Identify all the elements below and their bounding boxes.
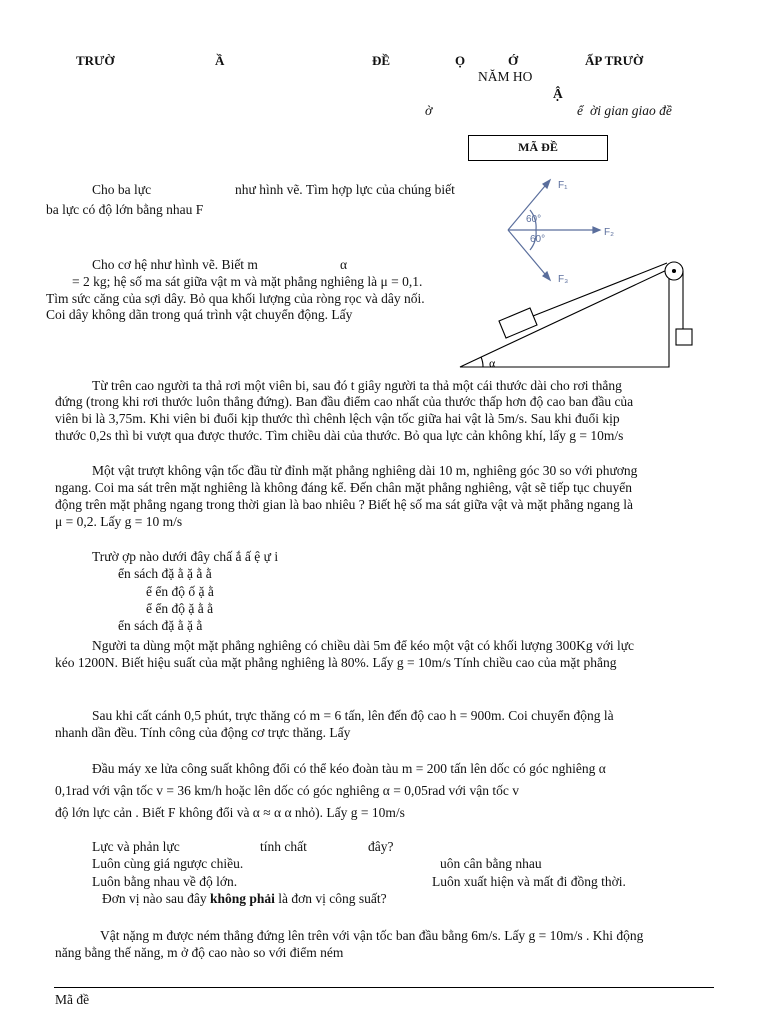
angle-label-1: 60°	[526, 214, 542, 225]
q10-emphasis: không phải	[210, 891, 275, 906]
q1-line1b: như hình vẽ. Tìm hợp lực của chúng biết	[235, 182, 455, 197]
q5-option-a: ển sách đặ ằ ặ ằ ằ	[118, 566, 212, 581]
q3-line1: Từ trên cao người ta thả rơi một viên bi, sau đó t giây người ta thả một cái thước dài cho rơi thẳng	[92, 378, 622, 393]
q10-pre: Đơn vị nào sau đây	[102, 891, 207, 906]
f1-label: F₁	[558, 180, 568, 191]
q11-line2: năng bằng thế năng, m ở độ cao nào so với điểm ném	[55, 945, 344, 960]
q10-stem	[102, 891, 387, 907]
footer-exam-code: Mã đề	[55, 992, 90, 1007]
hanging-mass	[676, 329, 692, 345]
q11-line1: Vật nặng m được ném thẳng đứng lên trên với vận tốc ban đầu bằng 6m/s. Lấy g = 10m/s . Khi động	[100, 928, 644, 943]
q4-line3: động trên mặt phẳng ngang trong thời gian là bao nhiêu ? Biết hệ số ma sát giữa vật và mặt phẳng ngang là	[55, 497, 633, 512]
q5-option-c: ể ển độ ặ ằ ằ	[146, 601, 214, 616]
q9-option-d: Luôn xuất hiện và mất đi đồng thời.	[432, 874, 626, 889]
exam-title-part1: ĐỀ	[372, 53, 391, 68]
q10-post: là đơn vị công suất?	[278, 891, 387, 906]
rope-incline	[533, 263, 667, 316]
q2-line1b: α	[340, 257, 348, 272]
q2-line3: Tìm sức căng của sợi dây. Bỏ qua khối lượng của ròng rọc và dây nối.	[46, 291, 425, 306]
school-year: NĂM HO	[478, 69, 533, 84]
q9-option-b: uôn cân bằng nhau	[440, 856, 542, 871]
angle-label-2: 60°	[530, 234, 546, 245]
time-note-part2: ể	[577, 103, 583, 118]
time-note: ời gian giao đề	[590, 103, 672, 118]
f3-label: F₃	[558, 274, 569, 285]
q7-line1: Sau khi cất cánh 0,5 phút, trực thăng có m = 6 tấn, lên đến độ cao h = 900m. Coi chuyển động là	[92, 708, 614, 723]
q6-line2: kéo 1200N. Biết hiệu suất của mặt phẳng nghiêng là 80%. Lấy g = 10m/s Tính chiều cao của mặt phẳng	[55, 655, 617, 670]
q9-stem-c: đây?	[368, 839, 394, 854]
q4-line4: μ = 0,2. Lấy g = 10 m/s	[55, 514, 183, 529]
q5-stem: Trườ ợp nào dưới đây chấ ắ ấ ệ ự i	[92, 549, 279, 564]
q5-option-b: ể ển độ ố ặ ằ	[146, 584, 214, 599]
q9-option-a: Luôn cùng giá ngược chiều.	[92, 856, 244, 871]
school-name: TRƯỜ	[76, 53, 115, 68]
q2-line2: = 2 kg; hệ số ma sát giữa vật m và mặt phẳng nghiêng là μ = 0,1.	[72, 274, 423, 289]
q7-line2: nhanh dần đều. Tính công của động cơ trực thăng. Lấy	[55, 725, 351, 740]
q8-line2: 0,1rad với vận tốc v = 36 km/h hoặc lên dốc có góc nghiêng α = 0,05rad với vận tốc v	[55, 783, 519, 798]
time-note-part1: ờ	[425, 103, 433, 118]
q2-line4: Coi dây không dãn trong quá trình vật chuyển động. Lấy	[46, 307, 353, 322]
q9-option-c: Luôn bằng nhau về độ lớn.	[92, 874, 238, 889]
q4-line2: ngang. Coi ma sát trên mặt nghiêng là không đáng kể. Đến chân mặt phẳng nghiêng, vật sẽ tiếp tục chuyển	[55, 480, 632, 495]
exam-title-part3: Ớ	[508, 53, 519, 68]
q1-line2: ba lực có độ lớn bằng nhau F	[46, 202, 204, 217]
q1-line1a: Cho ba lực	[92, 182, 152, 197]
q3-line3: viên bi là 3,75m. Khi viên bi đuổi kịp thước thì chênh lệch vận tốc giữa hai vật là 5m/s. Sau khi đuổi kịp	[55, 411, 620, 426]
footer-divider	[54, 987, 714, 988]
q9-stem-b: tính chất	[260, 839, 307, 854]
f2-label: F₂	[604, 227, 614, 238]
q6-line1: Người ta dùng một mặt phẳng nghiêng có chiều dài 5m để kéo một vật có khối lượng 300Kg với lực	[92, 638, 635, 653]
school-name-part: Ầ	[215, 53, 225, 68]
q8-line1: Đầu máy xe lửa công suất không đổi có thể kéo đoàn tàu m = 200 tấn lên dốc có góc nghiêng α	[92, 761, 606, 776]
q3-line2: đứng (trong khi rơi thước luôn thẳng đứng). Ban đầu điểm cao nhất của thước thấp hơn độ cao ban đầu của	[55, 394, 634, 409]
alpha-label: α	[489, 356, 496, 370]
exam-title-part2: Ọ	[455, 53, 466, 68]
q9-stem-a: Lực và phản lực	[92, 839, 180, 854]
q4-line1: Một vật trượt không vận tốc đầu từ đỉnh mặt phẳng nghiêng dài 10 m, nghiêng góc 30 so với phương	[92, 463, 638, 478]
incline-diagram	[455, 255, 705, 375]
q5-option-d: ển sách đặ ằ ặ ằ	[118, 618, 203, 633]
q2-line1a: Cho cơ hệ như hình vẽ. Biết m	[92, 257, 258, 272]
exam-title-part4: ẤP TRƯỜ	[585, 53, 644, 68]
q8-line3: độ lớn lực cản . Biết F không đổi và α ≈ α α nhỏ). Lấy g = 10m/s	[55, 805, 405, 820]
exam-code-box: MÃ ĐỀ	[468, 135, 608, 161]
subject-line: Ậ	[553, 86, 563, 101]
incline-triangle	[460, 269, 669, 367]
q3-line4: thước 0,2s thì bi vượt qua được thước. Tìm chiều dài của thước. Bỏ qua lực cản không khí, lấy g = 10m/s	[55, 428, 624, 443]
